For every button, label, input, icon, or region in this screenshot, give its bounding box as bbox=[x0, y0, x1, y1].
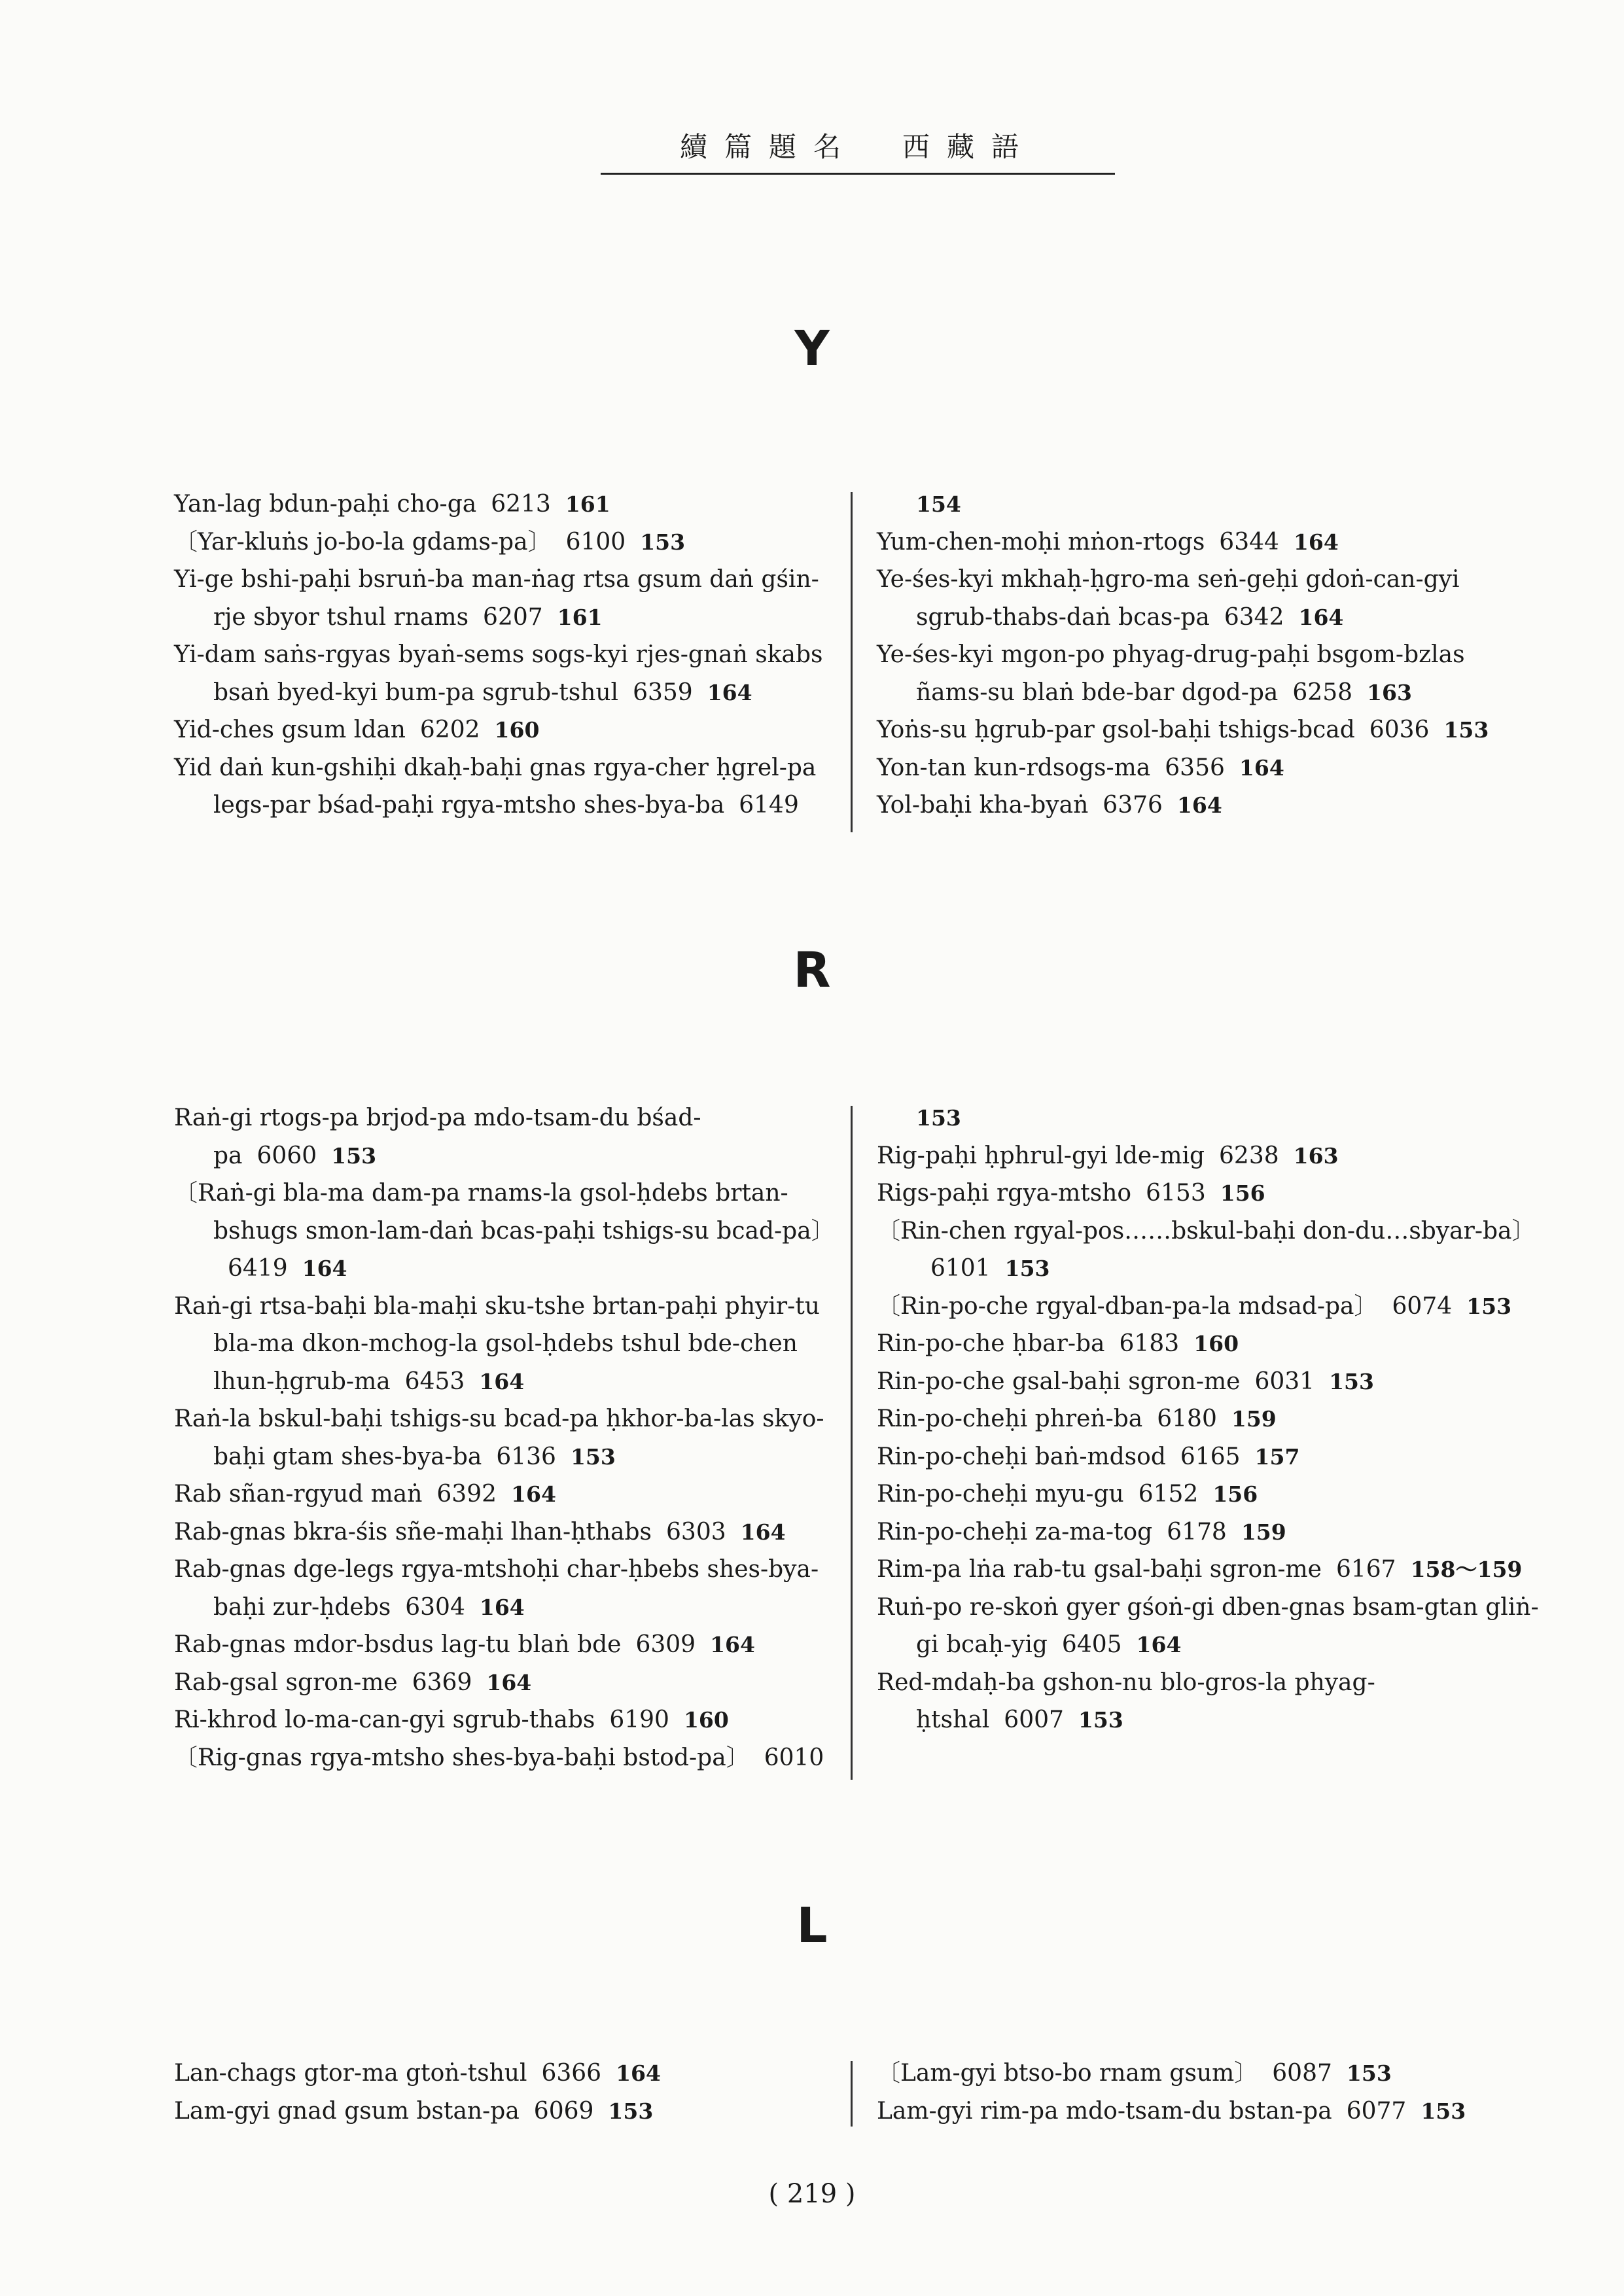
entry-catalog-number: 6165 bbox=[1180, 1443, 1241, 1470]
entry-page-number: 157 bbox=[1254, 1443, 1300, 1470]
entry-page-number: 156 bbox=[1212, 1481, 1258, 1507]
entry-title: Raṅ-la bskul-baḥi tshigs-su bcad-pa ḥkhor-ba-las skyo-baḥi gtam shes-bya-ba bbox=[174, 1405, 824, 1470]
entry-catalog-number: 6359 bbox=[633, 679, 693, 706]
entry-catalog-number: 6213 bbox=[491, 491, 551, 518]
entry-catalog-number: 6087 bbox=[1272, 2060, 1332, 2087]
entry-catalog-number: 6258 bbox=[1292, 679, 1353, 706]
entry-page-number: 164 bbox=[707, 679, 752, 705]
entry-page-number: 164 bbox=[486, 1669, 532, 1695]
entry-title: 〔Raṅ-gi bla-ma dam-pa rnams-la gsol-ḥdebs brtan-bshugs smon-lam-daṅ bcas-paḥi tshigs-su bcad-pa〕 bbox=[174, 1180, 835, 1245]
index-entry bbox=[174, 561, 839, 636]
index-entry bbox=[877, 1513, 1542, 1551]
entry-catalog-number: 6100 bbox=[565, 528, 626, 556]
index-column bbox=[174, 486, 839, 824]
index-column bbox=[877, 1099, 1542, 1739]
section-letter-y: Y bbox=[794, 321, 830, 377]
index-entry bbox=[174, 1400, 839, 1475]
entry-title: Raṅ-gi rtsa-baḥi bla-maḥi sku-tshe brtan-paḥi phyir-tu bla-ma dkon-mchog-la gsol-ḥdebs tshul bde-chen lhun-ḥgrub-ma bbox=[174, 1292, 820, 1395]
entry-title: Rab-gnas bkra-śis sñe-maḥi lhan-ḥthabs bbox=[174, 1518, 652, 1545]
entry-page-number: 153 bbox=[1346, 2060, 1392, 2086]
entry-catalog-number: 6010 bbox=[764, 1744, 824, 1771]
index-entry bbox=[877, 749, 1542, 787]
index-entry bbox=[174, 2055, 839, 2093]
entry-catalog-number: 6060 bbox=[256, 1142, 317, 1169]
entry-catalog-number: 6238 bbox=[1219, 1142, 1279, 1169]
entry-catalog-number: 6342 bbox=[1224, 603, 1284, 631]
index-entry bbox=[877, 1325, 1542, 1363]
entry-title: Raṅ-gi rtogs-pa brjod-pa mdo-tsam-du bśad-pa bbox=[174, 1104, 701, 1169]
section-letter-l: L bbox=[796, 1898, 828, 1954]
entry-catalog-number: 6207 bbox=[483, 603, 543, 631]
index-entry bbox=[174, 1174, 839, 1288]
index-entry bbox=[174, 1513, 839, 1551]
index-entry bbox=[174, 523, 839, 561]
index-column bbox=[174, 1099, 839, 1776]
index-entry bbox=[877, 1174, 1542, 1212]
entry-catalog-number: 6069 bbox=[533, 2097, 594, 2125]
entry-catalog-number: 6167 bbox=[1335, 1556, 1396, 1583]
entry-page-number: 161 bbox=[557, 604, 603, 630]
index-entry bbox=[174, 1739, 839, 1777]
index-entry bbox=[174, 711, 839, 749]
index-entry bbox=[174, 636, 839, 711]
entry-title: Rab-gnas dge-legs rgya-mtshoḥi char-ḥbebs shes-bya-baḥi zur-ḥdebs bbox=[174, 1556, 819, 1621]
entry-page-number: 164 bbox=[616, 2060, 661, 2086]
index-entry bbox=[877, 1212, 1542, 1288]
entry-page-number: 164 bbox=[511, 1481, 556, 1507]
entry-page-number: 159 bbox=[1231, 1406, 1277, 1432]
entry-title: 〔Rin-po-che rgyal-dban-pa-la mdsad-pa〕 bbox=[877, 1292, 1378, 1320]
entry-title: Yan-lag bdun-paḥi cho-ga bbox=[174, 491, 477, 518]
entry-catalog-number: 6392 bbox=[436, 1481, 497, 1508]
entry-title: Lam-gyi gnad gsum bstan-pa bbox=[174, 2097, 520, 2125]
entry-catalog-number: 6152 bbox=[1138, 1481, 1199, 1508]
entry-title: Rim-pa lṅa rab-tu gsal-baḥi sgron-me bbox=[877, 1556, 1322, 1583]
entry-page-number: 164 bbox=[1293, 529, 1339, 555]
entry-page-number: 153 bbox=[1329, 1368, 1374, 1394]
entry-title: Lam-gyi rim-pa mdo-tsam-du bstan-pa bbox=[877, 2097, 1332, 2125]
entry-catalog-number: 6031 bbox=[1254, 1368, 1315, 1395]
entry-page-number: 153 bbox=[640, 529, 686, 555]
entry-title: Lan-chags gtor-ma gtoṅ-tshul bbox=[174, 2060, 527, 2087]
entry-page-number: 163 bbox=[1293, 1142, 1339, 1169]
entry-catalog-number: 6202 bbox=[419, 716, 480, 743]
entry-title: Yi-ge bshi-paḥi bsruṅ-ba man-ṅag rtsa gsum daṅ gśin-rje sbyor tshul rnams bbox=[174, 566, 819, 631]
entry-page-number: 153 bbox=[1443, 717, 1489, 743]
entry-title: Ri-khrod lo-ma-can-gyi sgrub-thabs bbox=[174, 1706, 595, 1733]
entry-title: Yoṅs-su ḥgrub-par gsol-baḥi tshigs-bcad bbox=[877, 716, 1355, 743]
index-entry bbox=[877, 561, 1542, 636]
entry-title: Ye-śes-kyi mgon-po phyag-drug-paḥi bsgom-bzlas ñams-su blaṅ bde-bar dgod-pa bbox=[877, 641, 1465, 706]
entry-title: Rig-paḥi ḥphrul-gyi lde-mig bbox=[877, 1142, 1205, 1169]
page-number: ( 219 ) bbox=[768, 2179, 856, 2209]
index-entry bbox=[877, 711, 1542, 749]
entry-page-number: 164 bbox=[740, 1519, 786, 1545]
index-entry bbox=[877, 1400, 1542, 1438]
entry-title: Red-mdaḥ-ba gshon-nu blo-gros-la phyag-ḥtshal bbox=[877, 1669, 1375, 1733]
index-entry bbox=[877, 2055, 1542, 2093]
entry-page-number: 158～159 bbox=[1410, 1557, 1523, 1582]
index-entry bbox=[877, 2093, 1542, 2130]
entry-catalog-number: 6077 bbox=[1346, 2097, 1407, 2125]
index-entry bbox=[877, 1137, 1542, 1175]
entry-catalog-number: 6149 bbox=[739, 792, 799, 819]
index-entry bbox=[174, 1475, 839, 1513]
entry-title: Yi-dam saṅs-rgyas byaṅ-sems sogs-kyi rjes-gnaṅ skabs bsaṅ byed-kyi bum-pa sgrub-tshul bbox=[174, 641, 823, 706]
index-entry bbox=[174, 1701, 839, 1739]
entry-catalog-number: 6303 bbox=[666, 1518, 726, 1545]
entry-page-number: 153 bbox=[1004, 1256, 1050, 1281]
index-entry bbox=[174, 2093, 839, 2130]
entry-title: Rin-po-che ḥbar-ba bbox=[877, 1330, 1105, 1357]
entry-title: Rigs-paḥi rgya-mtsho bbox=[877, 1180, 1132, 1207]
entry-page-number: 160 bbox=[683, 1707, 729, 1733]
index-entry bbox=[174, 749, 839, 824]
index-entry bbox=[877, 1475, 1542, 1513]
entry-page-number: 160 bbox=[494, 717, 540, 743]
column-divider bbox=[851, 1106, 853, 1780]
entry-title: Rin-po-che gsal-baḥi sgron-me bbox=[877, 1368, 1241, 1395]
entry-catalog-number: 6405 bbox=[1061, 1631, 1122, 1658]
entry-page-number: 153 bbox=[1078, 1707, 1123, 1733]
index-entry bbox=[174, 1626, 839, 1664]
index-column bbox=[877, 486, 1542, 824]
entry-page-number: 163 bbox=[1367, 679, 1412, 705]
entry-page-number: 164 bbox=[302, 1256, 347, 1281]
index-entry bbox=[877, 636, 1542, 711]
entry-title: Rin-po-cheḥi phreṅ-ba bbox=[877, 1405, 1143, 1432]
entry-catalog-number: 6419 bbox=[228, 1255, 288, 1282]
index-entry bbox=[877, 1551, 1542, 1589]
entry-catalog-number: 6309 bbox=[635, 1631, 696, 1658]
index-entry bbox=[877, 1664, 1542, 1739]
entry-page-number: 153 bbox=[331, 1142, 377, 1169]
index-entry bbox=[174, 486, 839, 523]
index-entry bbox=[877, 786, 1542, 824]
index-entry bbox=[174, 1551, 839, 1626]
index-column bbox=[174, 2055, 839, 2130]
entry-title: Yid-ches gsum ldan bbox=[174, 716, 406, 743]
entry-page-number: 164 bbox=[479, 1368, 525, 1394]
entry-catalog-number: 6180 bbox=[1157, 1405, 1217, 1432]
entry-page-number: 156 bbox=[1220, 1180, 1265, 1206]
entry-catalog-number: 6366 bbox=[541, 2060, 602, 2087]
index-entry bbox=[174, 1099, 839, 1174]
entry-catalog-number: 6304 bbox=[405, 1593, 465, 1621]
entry-page-number: 153 bbox=[1466, 1293, 1512, 1319]
index-entry bbox=[877, 1438, 1542, 1476]
entry-title: 〔Yar-kluṅs jo-bo-la gdams-pa〕 bbox=[174, 528, 552, 556]
column-divider bbox=[851, 2061, 853, 2127]
entry-catalog-number: 6178 bbox=[1167, 1518, 1227, 1545]
entry-page-number: 153 bbox=[1421, 2098, 1466, 2124]
entry-page-number: 161 bbox=[565, 491, 610, 517]
entry-catalog-number: 6369 bbox=[412, 1669, 472, 1696]
entry-catalog-number: 6101 bbox=[930, 1255, 991, 1282]
entry-catalog-number: 6153 bbox=[1146, 1180, 1206, 1207]
index-entry bbox=[174, 1664, 839, 1702]
entry-page-number: 164 bbox=[710, 1632, 755, 1657]
entry-page-number: 159 bbox=[1241, 1519, 1286, 1545]
entry-catalog-number: 6376 bbox=[1103, 792, 1163, 819]
entry-catalog-number: 6453 bbox=[404, 1368, 465, 1395]
entry-catalog-number: 6036 bbox=[1369, 716, 1430, 743]
entry-catalog-number: 6344 bbox=[1219, 528, 1279, 556]
entry-page-number: 164 bbox=[1298, 604, 1344, 630]
section-letter-r: R bbox=[793, 942, 831, 998]
entry-title: Yum-chen-moḥi mṅon-rtogs bbox=[877, 528, 1205, 556]
entry-page-number: 153 bbox=[570, 1443, 616, 1470]
entry-title: Ruṅ-po re-skoṅ gyer gśoṅ-gi dben-gnas bsam-gtan gliṅ-gi bcaḥ-yig bbox=[877, 1593, 1539, 1658]
index-entry bbox=[877, 1288, 1542, 1326]
entry-title: Rin-po-cheḥi za-ma-tog bbox=[877, 1518, 1153, 1545]
entry-catalog-number: 6007 bbox=[1004, 1706, 1064, 1733]
entry-title: Ye-śes-kyi mkhaḥ-ḥgro-ma seṅ-geḥi gdoṅ-can-gyi sgrub-thabs-daṅ bcas-pa bbox=[877, 566, 1460, 631]
entry-title: Rab-gsal sgron-me bbox=[174, 1669, 398, 1696]
entry-title: Yon-tan kun-rdsogs-ma bbox=[877, 754, 1151, 781]
entry-page-number: 164 bbox=[1136, 1632, 1182, 1657]
index-entry bbox=[877, 1363, 1542, 1401]
entry-catalog-number: 6183 bbox=[1119, 1330, 1180, 1357]
entry-title: Yid daṅ kun-gshiḥi dkaḥ-baḥi gnas rgya-cher ḥgrel-pa legs-par bśad-paḥi rgya-mtsho shes-bya-ba bbox=[174, 754, 817, 819]
index-entry bbox=[877, 1099, 1542, 1137]
entry-title: 〔Lam-gyi btso-bo rnam gsum〕 bbox=[877, 2060, 1258, 2087]
entry-page-number: 164 bbox=[1239, 754, 1284, 781]
column-divider bbox=[851, 492, 853, 832]
entry-title: 〔Rin-chen rgyal-pos……bskul-baḥi don-du…sbyar-ba〕 bbox=[877, 1217, 1536, 1245]
entry-title: Rin-po-cheḥi myu-gu bbox=[877, 1481, 1124, 1508]
index-entry bbox=[174, 1288, 839, 1401]
index-column bbox=[877, 2055, 1542, 2130]
entry-title: 〔Rig-gnas rgya-mtsho shes-bya-baḥi bstod-pa〕 bbox=[174, 1744, 750, 1771]
entry-title: Rab-gnas mdor-bsdus lag-tu blaṅ bde bbox=[174, 1631, 622, 1658]
entry-page-number: 154 bbox=[916, 491, 961, 517]
running-header: 續篇題名 西藏語 bbox=[601, 126, 1115, 175]
entry-page-number: 164 bbox=[1176, 792, 1222, 818]
entry-catalog-number: 6136 bbox=[496, 1443, 556, 1470]
entry-page-number: 160 bbox=[1193, 1331, 1239, 1356]
index-entry bbox=[877, 1589, 1542, 1664]
entry-page-number: 153 bbox=[916, 1105, 961, 1131]
index-entry bbox=[877, 523, 1542, 561]
entry-title: Yol-baḥi kha-byaṅ bbox=[877, 792, 1089, 819]
entry-title: Rab sñan-rgyud maṅ bbox=[174, 1481, 423, 1508]
index-entry bbox=[877, 486, 1542, 523]
entry-page-number: 164 bbox=[479, 1594, 525, 1620]
entry-page-number: 153 bbox=[608, 2098, 654, 2124]
entry-catalog-number: 6190 bbox=[609, 1706, 669, 1733]
entry-title: Rin-po-cheḥi baṅ-mdsod bbox=[877, 1443, 1166, 1470]
entry-catalog-number: 6356 bbox=[1165, 754, 1225, 781]
entry-catalog-number: 6074 bbox=[1392, 1292, 1453, 1320]
